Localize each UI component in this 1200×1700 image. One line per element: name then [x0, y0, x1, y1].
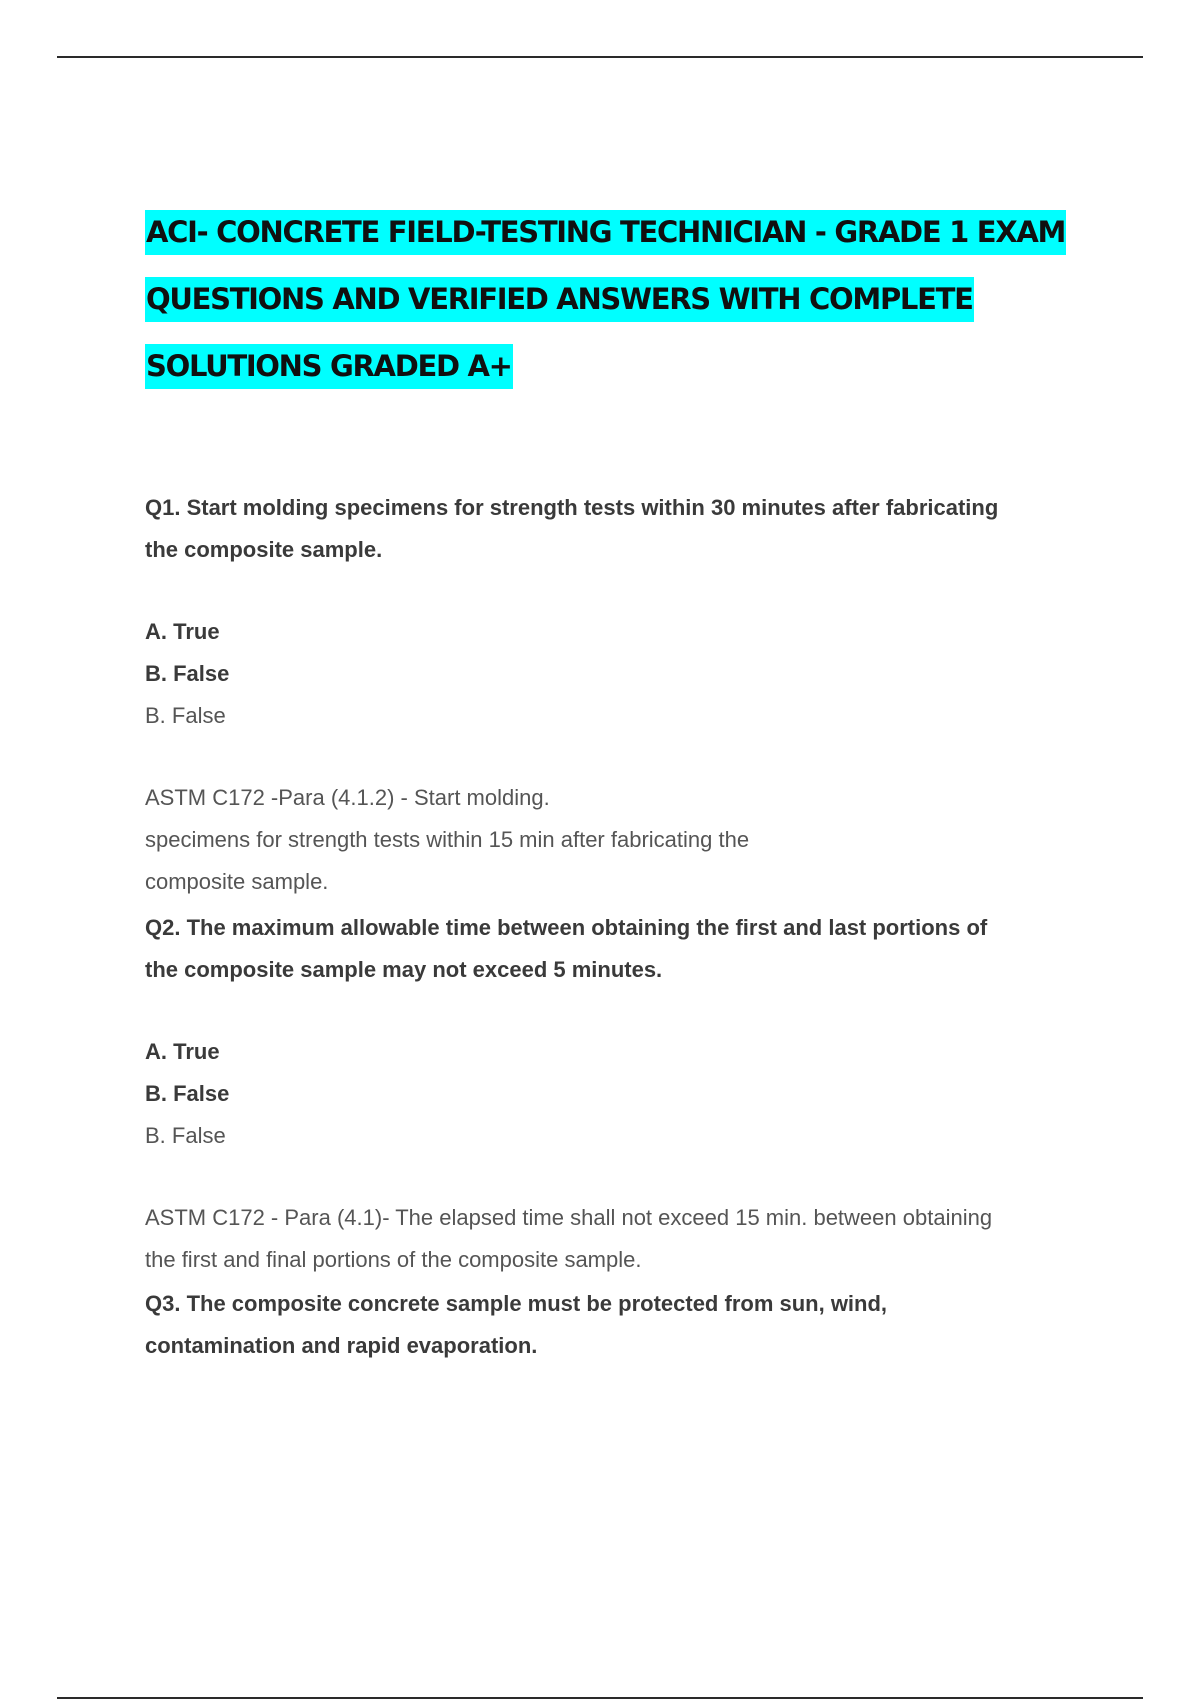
question-text: the composite sample may not exceed 5 minutes.: [145, 957, 663, 982]
document-title: [145, 210, 1105, 411]
question-block-q3: [145, 1283, 1105, 1367]
option-a: A. True: [145, 1039, 220, 1064]
option-b: B. False: [145, 1081, 230, 1106]
option-a: A. True: [145, 619, 220, 644]
title-text: ACI- CONCRETE FIELD-TESTING TECHNICIAN - GRADE 1 EXAM: [145, 210, 1066, 255]
top-rule: [57, 56, 1143, 58]
question-text: the composite sample.: [145, 537, 383, 562]
question-text: Q2. The maximum allowable time between obtaining the first and last portions of: [145, 915, 988, 940]
title-line: [145, 210, 1105, 277]
explanation-text: specimens for strength tests within 15 min after fabricating the: [145, 827, 750, 852]
answer-text: B. False: [145, 703, 226, 728]
answer-text: B. False: [145, 1123, 226, 1148]
explanation-text: ASTM C172 -Para (4.1.2) - Start molding.: [145, 785, 550, 810]
title-text: QUESTIONS AND VERIFIED ANSWERS WITH COMPLETE: [145, 277, 974, 322]
title-line: [145, 344, 1105, 411]
title-line: [145, 277, 1105, 344]
question-text: Q1. Start molding specimens for strength tests within 30 minutes after fabricating: [145, 495, 999, 520]
title-text: SOLUTIONS GRADED A+: [145, 344, 513, 389]
document-body: [145, 210, 1105, 1358]
question-text: contamination and rapid evaporation.: [145, 1333, 538, 1358]
question-block-q2: [145, 907, 1105, 1281]
question-text: Q3. The composite concrete sample must be protected from sun, wind,: [145, 1291, 888, 1316]
explanation-text: ASTM C172 - Para (4.1)- The elapsed time shall not exceed 15 min. between obtaining: [145, 1205, 993, 1230]
explanation-text: composite sample.: [145, 869, 329, 894]
question-block-q1: [145, 487, 1105, 903]
bottom-rule: [57, 1697, 1143, 1699]
option-b: B. False: [145, 661, 230, 686]
explanation-text: the first and final portions of the composite sample.: [145, 1247, 642, 1272]
